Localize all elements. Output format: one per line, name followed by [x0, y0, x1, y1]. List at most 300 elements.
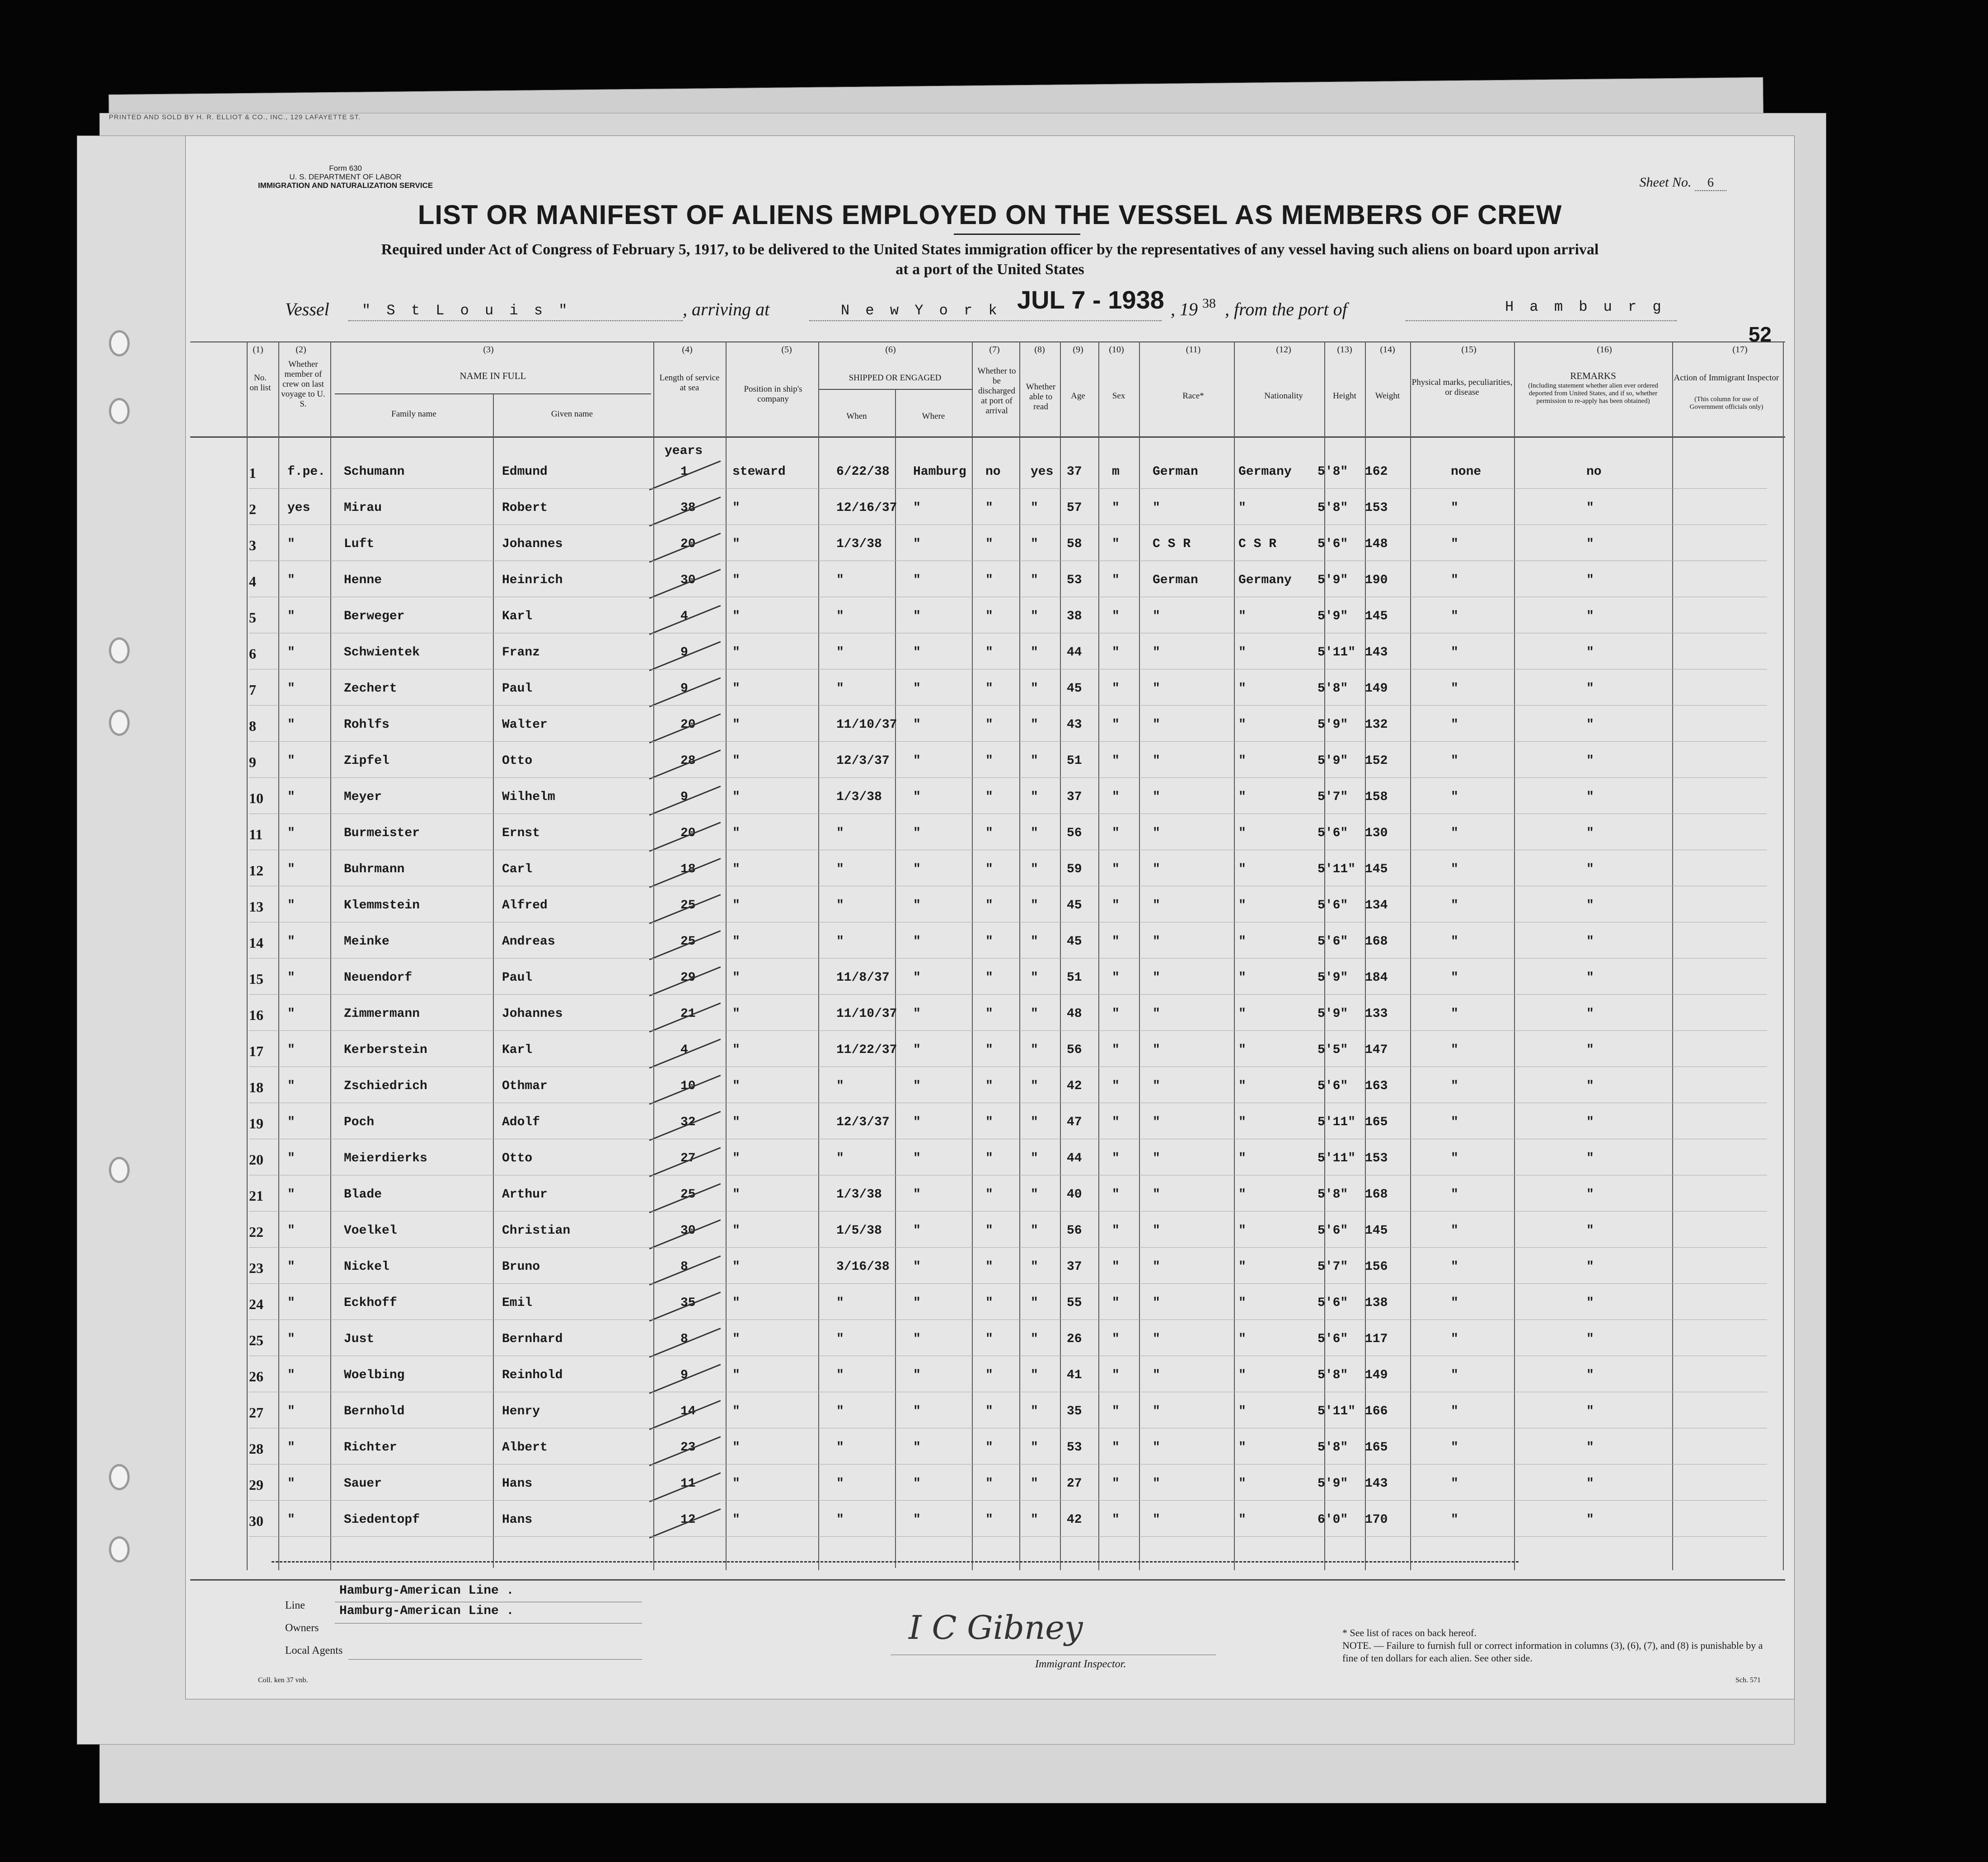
cell-service-length: 8 [680, 1332, 688, 1346]
service-name: IMMIGRATION AND NATURALIZATION SERVICE [258, 181, 433, 190]
table-row [186, 714, 1794, 750]
cell-weight: 152 [1365, 754, 1388, 768]
cell-physical-marks: " [1451, 1115, 1458, 1129]
cell-sex: " [1112, 754, 1120, 768]
cell-height: 5'9" [1318, 1007, 1348, 1021]
cell-engaged-where: " [913, 646, 921, 660]
cell-given-name: Hans [502, 1513, 533, 1527]
cell-to-be-discharged: " [985, 1188, 993, 1202]
local-agents-label: Local Agents [285, 1645, 343, 1656]
cell-able-to-read: " [1031, 1151, 1038, 1165]
cell-sex: " [1112, 1260, 1120, 1274]
column-number: (5) [781, 345, 792, 355]
cell-height: 5'6" [1318, 1296, 1348, 1310]
table-row [186, 1039, 1794, 1076]
cell-sex: " [1112, 1477, 1120, 1491]
cell-crew-member: " [287, 1007, 295, 1021]
cell-physical-marks: " [1451, 1513, 1458, 1527]
cell-to-be-discharged: " [985, 1513, 993, 1527]
cell-able-to-read: " [1031, 826, 1038, 840]
cell-sex: " [1112, 1332, 1120, 1346]
cell-row-number: 2 [249, 501, 256, 517]
cell-height: 5'6" [1318, 898, 1348, 912]
cell-crew-member: " [287, 971, 295, 985]
cell-remarks: " [1586, 826, 1594, 840]
cell-service-length: 11 [680, 1477, 696, 1491]
cell-row-number: 1 [249, 465, 256, 481]
cell-able-to-read: " [1031, 1441, 1038, 1455]
cell-row-number: 23 [249, 1260, 263, 1276]
cell-to-be-discharged: " [985, 862, 993, 876]
cell-race: " [1153, 1296, 1160, 1310]
cell-sex: " [1112, 1296, 1120, 1310]
column-number: (10) [1109, 345, 1124, 355]
cell-weight: 163 [1365, 1079, 1388, 1093]
cell-to-be-discharged: " [985, 1441, 993, 1455]
cell-position: " [732, 1115, 740, 1129]
cell-height: 5'11" [1318, 1404, 1356, 1418]
cell-height: 5'7" [1318, 1260, 1348, 1274]
cell-able-to-read: " [1031, 1368, 1038, 1382]
cell-able-to-read: " [1031, 1296, 1038, 1310]
cell-given-name: Emil [502, 1296, 533, 1310]
cell-service-length: 9 [680, 646, 688, 660]
row-rule [249, 1536, 1767, 1537]
cell-given-name: Hans [502, 1477, 533, 1491]
cell-engaged-where: " [913, 935, 921, 949]
cell-weight: 134 [1365, 898, 1388, 912]
cell-crew-member: " [287, 609, 295, 623]
cell-engaged-where: " [913, 790, 921, 804]
cell-engaged-where: " [913, 1115, 921, 1129]
cell-engaged-when: " [836, 1404, 844, 1418]
cell-height: 5'6" [1318, 1079, 1348, 1093]
cell-position: " [732, 971, 740, 985]
cell-physical-marks: " [1451, 1043, 1458, 1057]
cell-given-name: Adolf [502, 1115, 540, 1129]
cell-position: " [732, 1441, 740, 1455]
cell-sex: " [1112, 1115, 1120, 1129]
cell-engaged-where: " [913, 1007, 921, 1021]
table-row [186, 1148, 1794, 1184]
row-rule [249, 1283, 1767, 1284]
title-underline [954, 234, 1080, 235]
cell-crew-member: " [287, 754, 295, 768]
table-row [186, 1401, 1794, 1437]
cell-age: 58 [1067, 537, 1082, 551]
cell-engaged-when: " [836, 1368, 844, 1382]
cell-age: 40 [1067, 1188, 1082, 1202]
cell-weight: 143 [1365, 1477, 1388, 1491]
header-remarks: REMARKS [1570, 370, 1616, 381]
cell-row-number: 21 [249, 1188, 263, 1204]
departure-port: H a m b u r g [1505, 299, 1665, 315]
cell-sex: " [1112, 682, 1120, 696]
header-physical-marks: Physical marks, peculiarities, or disease [1411, 378, 1513, 397]
cell-to-be-discharged: " [985, 646, 993, 660]
cell-able-to-read: " [1031, 971, 1038, 985]
cell-crew-member: " [287, 718, 295, 732]
table-row [186, 1365, 1794, 1401]
cell-position: " [732, 718, 740, 732]
cell-family-name: Meyer [344, 790, 382, 804]
cell-row-number: 30 [249, 1513, 263, 1529]
cell-physical-marks: " [1451, 754, 1458, 768]
cell-family-name: Rohlfs [344, 718, 389, 732]
cell-nationality: " [1238, 754, 1246, 768]
cell-remarks: " [1586, 537, 1594, 551]
cell-service-length: 25 [680, 1188, 696, 1202]
table-row [186, 895, 1794, 931]
table-row [186, 1076, 1794, 1112]
cell-given-name: Edmund [502, 465, 548, 479]
cell-crew-member: " [287, 537, 295, 551]
cell-position: " [732, 609, 740, 623]
cell-age: 51 [1067, 754, 1082, 768]
cell-row-number: 26 [249, 1368, 263, 1385]
header-whether-member: Whether member of crew on last voyage to U. S. [281, 360, 325, 409]
owners-label: Owners [285, 1622, 319, 1634]
cell-engaged-where: " [913, 1079, 921, 1093]
cell-position: " [732, 1477, 740, 1491]
cell-race: " [1153, 1368, 1160, 1382]
cell-sex: " [1112, 1043, 1120, 1057]
cell-age: 37 [1067, 790, 1082, 804]
cell-race: " [1153, 718, 1160, 732]
column-number: (15) [1461, 345, 1477, 355]
cell-physical-marks: " [1451, 1224, 1458, 1238]
cell-position: " [732, 1188, 740, 1202]
cell-sex: " [1112, 1224, 1120, 1238]
cell-sex: " [1112, 1513, 1120, 1527]
cell-to-be-discharged: " [985, 1332, 993, 1346]
cell-given-name: Heinrich [502, 573, 563, 587]
dotted-line [348, 320, 683, 321]
cell-crew-member: " [287, 1224, 295, 1238]
subtitle-line-1: Required under Act of Congress of February 5, 1917, to be delivered to the United States immigration officer by the representatives of any vessel having such aliens on board upon arrival [381, 241, 1599, 258]
cell-nationality: " [1238, 718, 1246, 732]
cell-crew-member: " [287, 1079, 295, 1093]
cell-given-name: Otto [502, 754, 533, 768]
cell-position: " [732, 573, 740, 587]
cell-engaged-when: 11/8/37 [836, 971, 890, 985]
cell-to-be-discharged: " [985, 1260, 993, 1274]
cell-able-to-read: " [1031, 1513, 1038, 1527]
cell-physical-marks: " [1451, 537, 1458, 551]
cell-age: 51 [1067, 971, 1082, 985]
cell-nationality: " [1238, 971, 1246, 985]
cell-weight: 149 [1365, 682, 1388, 696]
cell-service-length: 27 [680, 1151, 696, 1165]
cell-service-length: 1 [680, 465, 688, 479]
header-where: Where [922, 412, 945, 421]
cell-position: " [732, 1260, 740, 1274]
inspector-label: Immigrant Inspector. [1035, 1658, 1126, 1670]
cell-engaged-when: 11/22/37 [836, 1043, 897, 1057]
cell-engaged-when: " [836, 826, 844, 840]
cell-engaged-where: " [913, 1404, 921, 1418]
line-value: Hamburg-American Line . [339, 1584, 514, 1598]
cell-height: 5'5" [1318, 1043, 1348, 1057]
cell-service-length: 28 [680, 754, 696, 768]
cell-nationality: " [1238, 1043, 1246, 1057]
cell-crew-member: " [287, 898, 295, 912]
sheet-number-field [1640, 175, 1726, 191]
cell-engaged-when: " [836, 573, 844, 587]
cell-family-name: Luft [344, 537, 375, 551]
cell-given-name: Carl [502, 862, 533, 876]
cell-to-be-discharged: " [985, 790, 993, 804]
cell-age: 44 [1067, 1151, 1082, 1165]
table-row [186, 1256, 1794, 1292]
cell-physical-marks: " [1451, 1079, 1458, 1093]
cell-nationality: " [1238, 1224, 1246, 1238]
cell-engaged-when: " [836, 935, 844, 949]
cell-family-name: Blade [344, 1188, 382, 1202]
header-action: Action of Immigrant Inspector [1674, 373, 1779, 383]
years-unit: years [665, 444, 703, 458]
cell-remarks: no [1586, 465, 1602, 479]
cell-engaged-where: " [913, 862, 921, 876]
cell-service-length: 8 [680, 1260, 688, 1274]
cell-crew-member: " [287, 935, 295, 949]
cell-physical-marks: " [1451, 1296, 1458, 1310]
cell-physical-marks: " [1451, 971, 1458, 985]
cell-remarks: " [1586, 646, 1594, 660]
column-number: (16) [1597, 345, 1612, 355]
cell-family-name: Schwientek [344, 646, 420, 660]
cell-position: " [732, 862, 740, 876]
column-number: (2) [295, 345, 306, 355]
cell-position: " [732, 898, 740, 912]
cell-sex: " [1112, 1368, 1120, 1382]
cell-nationality: " [1238, 501, 1246, 515]
dotted-line [1406, 320, 1677, 321]
cell-position: steward [732, 465, 786, 479]
cell-crew-member: " [287, 682, 295, 696]
cell-engaged-when: " [836, 1477, 844, 1491]
table-row [186, 1437, 1794, 1473]
cell-family-name: Woelbing [344, 1368, 405, 1382]
cell-family-name: Richter [344, 1441, 397, 1455]
cell-physical-marks: " [1451, 1151, 1458, 1165]
header-action-note: (This column for use of Government officials only) [1689, 396, 1763, 411]
cell-engaged-where: Hamburg [913, 465, 966, 479]
cell-able-to-read: " [1031, 1188, 1038, 1202]
cell-weight: 138 [1365, 1296, 1388, 1310]
header-when: When [846, 412, 867, 421]
cell-able-to-read: " [1031, 1477, 1038, 1491]
cell-given-name: Johannes [502, 537, 563, 551]
cell-engaged-where: " [913, 1368, 921, 1382]
cell-sex: " [1112, 573, 1120, 587]
row-rule [249, 741, 1767, 742]
cell-engaged-where: " [913, 1441, 921, 1455]
cell-age: 42 [1067, 1079, 1082, 1093]
cell-row-number: 7 [249, 682, 256, 698]
cell-physical-marks: " [1451, 682, 1458, 696]
cell-race: " [1153, 1260, 1160, 1274]
cell-height: 5'7" [1318, 790, 1348, 804]
cell-race: " [1153, 1404, 1160, 1418]
cell-sex: " [1112, 1151, 1120, 1165]
cell-race: " [1153, 1477, 1160, 1491]
cell-able-to-read: yes [1031, 465, 1054, 479]
cell-sex: " [1112, 898, 1120, 912]
cell-crew-member: " [287, 862, 295, 876]
cell-service-length: 4 [680, 1043, 688, 1057]
cell-row-number: 8 [249, 718, 256, 734]
vessel-label: Vessel [285, 299, 329, 319]
cell-age: 47 [1067, 1115, 1082, 1129]
cell-engaged-when: " [836, 1079, 844, 1093]
cell-service-length: 30 [680, 1224, 696, 1238]
cell-service-length: 14 [680, 1404, 696, 1418]
cell-remarks: " [1586, 1224, 1594, 1238]
cell-family-name: Meinke [344, 935, 389, 949]
binder-hole [109, 330, 130, 356]
cell-service-length: 4 [680, 609, 688, 623]
cell-engaged-where: " [913, 501, 921, 515]
binder-hole [109, 637, 130, 664]
cell-family-name: Zechert [344, 682, 397, 696]
cell-remarks: " [1586, 609, 1594, 623]
cell-given-name: Bernhard [502, 1332, 563, 1346]
cell-sex: " [1112, 501, 1120, 515]
cell-family-name: Kerberstein [344, 1043, 427, 1057]
cell-position: " [732, 754, 740, 768]
cell-given-name: Walter [502, 718, 548, 732]
cell-engaged-where: " [913, 826, 921, 840]
cell-family-name: Schumann [344, 465, 405, 479]
cell-race: " [1153, 1224, 1160, 1238]
cell-height: 5'9" [1318, 609, 1348, 623]
row-rule [249, 488, 1767, 489]
cell-family-name: Bernhold [344, 1404, 405, 1418]
cell-family-name: Mirau [344, 501, 382, 515]
cell-able-to-read: " [1031, 537, 1038, 551]
cell-nationality: " [1238, 1477, 1246, 1491]
cell-remarks: " [1586, 1513, 1594, 1527]
cell-able-to-read: " [1031, 754, 1038, 768]
cell-engaged-when: 1/3/38 [836, 790, 882, 804]
cell-physical-marks: " [1451, 1007, 1458, 1021]
cell-row-number: 3 [249, 537, 256, 553]
column-number: (3) [483, 345, 494, 355]
cell-service-length: 21 [680, 1007, 696, 1021]
cell-row-number: 10 [249, 790, 263, 806]
row-rule [249, 1211, 1767, 1212]
table-row [186, 931, 1794, 967]
cell-physical-marks: " [1451, 935, 1458, 949]
cell-to-be-discharged: " [985, 826, 993, 840]
cell-age: 56 [1067, 1224, 1082, 1238]
cell-position: " [732, 790, 740, 804]
cell-engaged-where: " [913, 971, 921, 985]
cell-service-length: 38 [680, 501, 696, 515]
cell-position: " [732, 935, 740, 949]
cell-weight: 153 [1365, 501, 1388, 515]
cell-weight: 165 [1365, 1441, 1388, 1455]
cell-race: " [1153, 1441, 1160, 1455]
cell-engaged-when: 12/3/37 [836, 754, 890, 768]
cell-engaged-where: " [913, 1188, 921, 1202]
cell-given-name: Robert [502, 501, 548, 515]
cell-weight: 165 [1365, 1115, 1388, 1129]
cell-age: 37 [1067, 1260, 1082, 1274]
cell-weight: 149 [1365, 1368, 1388, 1382]
cell-engaged-where: " [913, 682, 921, 696]
cell-given-name: Karl [502, 609, 533, 623]
voyage-line [186, 285, 1794, 326]
cell-row-number: 19 [249, 1115, 263, 1132]
cell-height: 5'11" [1318, 1115, 1356, 1129]
cell-row-number: 29 [249, 1477, 263, 1493]
cell-given-name: Albert [502, 1441, 548, 1455]
cell-engaged-where: " [913, 1043, 921, 1057]
cell-age: 45 [1067, 935, 1082, 949]
cell-to-be-discharged: " [985, 1115, 993, 1129]
cell-service-length: 35 [680, 1296, 696, 1310]
cell-engaged-where: " [913, 718, 921, 732]
form-number: Form 630 [329, 164, 362, 173]
cell-age: 27 [1067, 1477, 1082, 1491]
cell-service-length: 10 [680, 1079, 696, 1093]
cell-physical-marks: " [1451, 898, 1458, 912]
cell-given-name: Franz [502, 646, 540, 660]
table-row [186, 859, 1794, 895]
page-number: 52 [1748, 323, 1772, 346]
cell-row-number: 5 [249, 609, 256, 626]
cell-service-length: 9 [680, 682, 688, 696]
cell-remarks: " [1586, 573, 1594, 587]
cell-engaged-where: " [913, 1296, 921, 1310]
binder-hole [109, 710, 130, 736]
cell-remarks: " [1586, 1079, 1594, 1093]
cell-position: " [732, 1224, 740, 1238]
printer-line: PRINTED AND SOLD BY H. R. ELLIOT & CO., INC., 129 LAFAYETTE ST. [109, 113, 361, 121]
owners-value: Hamburg-American Line . [339, 1604, 514, 1618]
column-number: (1) [253, 345, 263, 355]
cell-nationality: " [1238, 1260, 1246, 1274]
cell-engaged-when: " [836, 1296, 844, 1310]
cell-weight: 147 [1365, 1043, 1388, 1057]
cell-physical-marks: " [1451, 1368, 1458, 1382]
cell-age: 41 [1067, 1368, 1082, 1382]
cell-age: 59 [1067, 862, 1082, 876]
cell-position: " [732, 682, 740, 696]
cell-engaged-where: " [913, 1151, 921, 1165]
row-rule [249, 958, 1767, 959]
header-able-to-read: Whether able to read [1026, 382, 1056, 412]
cell-family-name: Zimmermann [344, 1007, 420, 1021]
cell-position: " [732, 646, 740, 660]
cell-engaged-where: " [913, 537, 921, 551]
cell-able-to-read: " [1031, 1007, 1038, 1021]
cell-given-name: Christian [502, 1224, 571, 1238]
table-row [186, 497, 1794, 533]
column-number: (13) [1337, 345, 1352, 355]
cell-engaged-when: " [836, 1441, 844, 1455]
header-length-service: Length of service at sea [659, 373, 720, 393]
cell-able-to-read: " [1031, 862, 1038, 876]
cell-height: 5'11" [1318, 862, 1356, 876]
cell-row-number: 9 [249, 754, 256, 770]
races-note: * See list of races on back hereof. [1342, 1627, 1477, 1638]
cell-row-number: 22 [249, 1224, 263, 1240]
column-number: (14) [1380, 345, 1395, 355]
cell-to-be-discharged: " [985, 1043, 993, 1057]
